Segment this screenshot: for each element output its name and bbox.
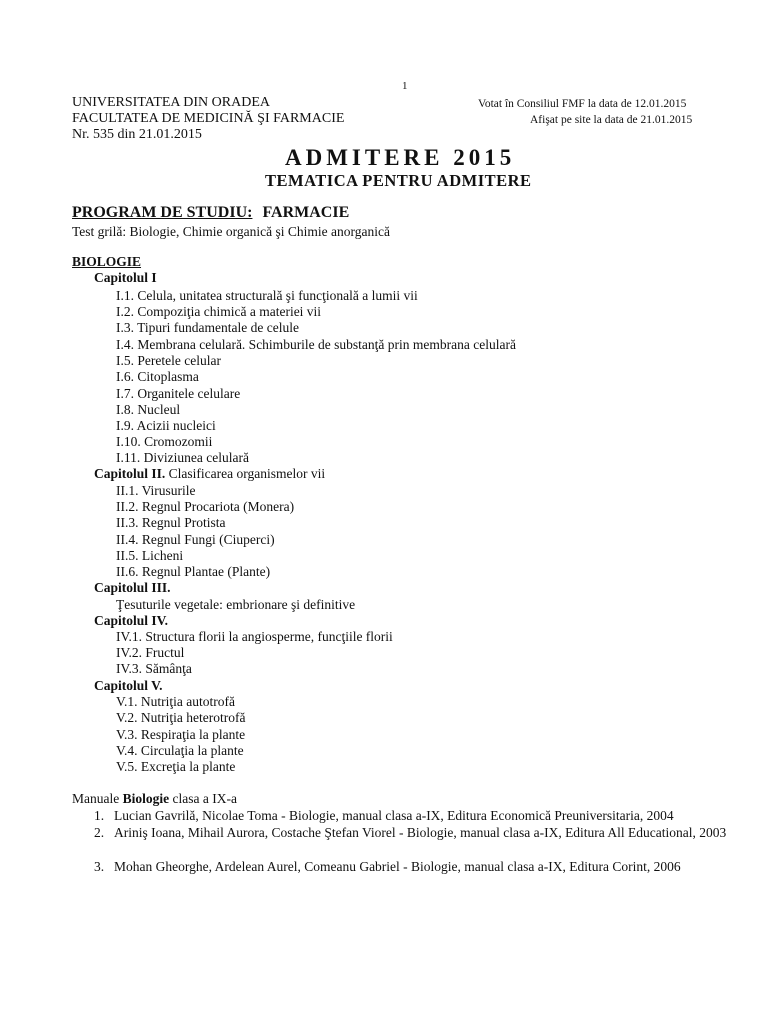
reference-number: 1. [94,808,105,823]
list-item: II.1. Virusurile [116,483,196,498]
list-item: V.3. Respiraţia la plante [116,727,246,742]
reference-item [94,859,754,893]
chapter-subtitle: Clasificarea organismelor vii [165,466,326,481]
test-subjects: Test grilă: Biologie, Chimie organică şi Chimie anorganică [72,224,390,239]
chapter-heading [94,580,171,596]
program-line [72,204,349,222]
program-value: FARMACIE [262,204,350,221]
chapter-heading [94,270,157,286]
list-item: II.2. Regnul Procariota (Monera) [116,499,295,514]
list-item: I.4. Membrana celulară. Schimburile de substanţă prin membrana celulară [116,337,516,352]
manuals-subject: Biologie [122,791,170,806]
reference-item [94,825,754,859]
list-item: I.7. Organitele celulare [116,386,241,401]
section-heading: BIOLOGIE [72,254,142,269]
list-item: I.5. Peretele celular [116,353,221,368]
list-item: V.5. Excreţia la plante [116,759,236,774]
chapter-title: Capitolul III. [94,580,171,595]
list-item: V.2. Nutriţia heterotrofă [116,710,246,725]
list-item: I.11. Diviziunea celulară [116,450,249,465]
chapter-title: Capitolul I [94,270,157,285]
chapter-heading [94,678,163,694]
list-item: V.4. Circulaţia la plante [116,743,244,758]
list-item: I.3. Tipuri fundamentale de celule [116,320,299,335]
chapter-title: Capitolul IV. [94,613,169,628]
page-number: 1 [402,80,408,92]
manuals-heading [72,791,237,807]
chapter-title: Capitolul V. [94,678,163,693]
list-item: I.2. Compoziţia chimică a materiei vii [116,304,322,319]
page-subtitle: TEMATICA PENTRU ADMITERE [265,171,532,190]
reference-item [94,808,754,826]
reference-text: Ariniş Ioana, Mihail Aurora, Costache Ştefan Viorel - Biologie, manual clasa a-IX, Editura All Educational, 2003 [114,825,727,840]
site-posting-note: Afişat pe site la data de 21.01.2015 [530,114,693,126]
manuals-suffix: clasa a IX-a [169,791,237,806]
chapter-heading [94,613,168,629]
list-item: I.1. Celula, unitatea structurală şi funcţională a lumii vii [116,288,418,303]
list-item: IV.2. Fructul [116,645,185,660]
list-item: II.5. Licheni [116,548,184,563]
reference-number: 3. [94,859,105,874]
chapter-heading [94,466,325,482]
list-item: I.9. Acizii nucleici [116,418,216,433]
list-item: I.8. Nucleul [116,402,181,417]
reference-text: Lucian Gavrilă, Nicolae Toma - Biologie, manual clasa a-IX, Editura Economică Preuniversitaria, 2004 [114,808,674,823]
list-item: Ţesuturile vegetale: embrionare şi definitive [116,597,356,612]
manuals-prefix: Manuale [72,791,123,806]
university-name: UNIVERSITATEA DIN ORADEA [72,95,270,110]
list-item: I.6. Citoplasma [116,369,199,384]
council-vote-note: Votat în Consiliul FMF la data de 12.01.2015 [478,98,687,110]
list-item: V.1. Nutriţia autotrofă [116,694,235,709]
list-item: II.6. Regnul Plantae (Plante) [116,564,271,579]
list-item: II.3. Regnul Protista [116,515,226,530]
list-item: IV.3. Sămânţa [116,661,192,676]
list-item: I.10. Cromozomii [116,434,213,449]
reference-text: Mohan Gheorghe, Ardelean Aurel, Comeanu Gabriel - Biologie, manual clasa a-IX, Editura Corint, 2006 [114,859,681,874]
list-item: IV.1. Structura florii la angiosperme, funcţiile florii [116,629,393,644]
reference-number: 2. [94,825,105,840]
document-number: Nr. 535 din 21.01.2015 [72,127,202,142]
chapter-title: Capitolul II. [94,466,166,481]
page-title: ADMITERE 2015 [285,145,516,170]
program-label: PROGRAM DE STUDIU: [72,204,253,221]
list-item: II.4. Regnul Fungi (Ciuperci) [116,532,275,547]
faculty-name: FACULTATEA DE MEDICINĂ ŞI FARMACIE [72,111,345,126]
